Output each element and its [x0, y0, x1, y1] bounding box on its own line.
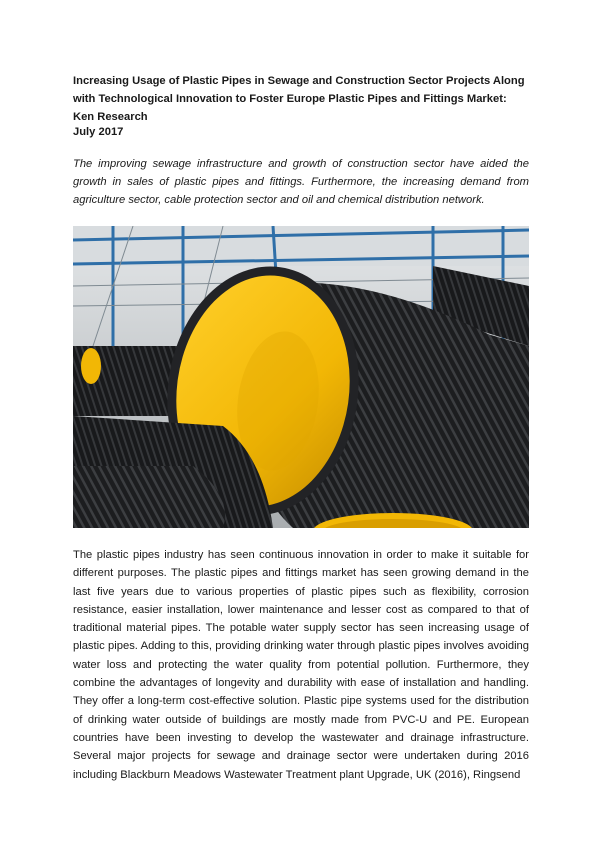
pipes-photo: [73, 226, 529, 528]
article-title: Increasing Usage of Plastic Pipes in Sewage and Construction Sector Projects Along with Technological Innovation to Foster Europe Plastic Pipes and Fittings Market: Ken Research: [73, 75, 525, 123]
pipes-illustration: [73, 226, 529, 528]
article-body: The plastic pipes industry has seen continuous innovation in order to make it suitable for different purposes. The plastic pipes and fittings market has seen growing demand in the last five years due to various properties of plastic pipes such as flexibility, corrosion resistance, easier installation, lower maintenance and lesser cost as compared to that of traditional material pipes. The potable water supply sector has seen increasing usage of plastic pipes. Adding to this, providing drinking water through plastic pipes involves avoiding water loss and protecting the water quality from potential pollution. Furthermore, they combine the advantages of longevity and durability with ease of installation and handling. They offer a long-term cost-effective solution. Plastic pipe systems used for the distribution of drinking water outside of buildings are mostly made from PVC-U and PE. European countries have been investing to develop the wastewater and drainage infrastructure. Several major projects for sewage and drainage sector were undertaken during 2016 including Blackburn Meadows Wastewater Treatment plant Upgrade, UK (2016), Ringsend: [73, 549, 529, 781]
article-lead: The improving sewage infrastructure and growth of construction sector have aided the growth in sales of plastic pipes and fittings. Furthermore, the increasing demand from agriculture sector, cable protection sector and oil and chemical distribution network.: [73, 158, 529, 206]
article-date: July 2017: [73, 126, 124, 138]
